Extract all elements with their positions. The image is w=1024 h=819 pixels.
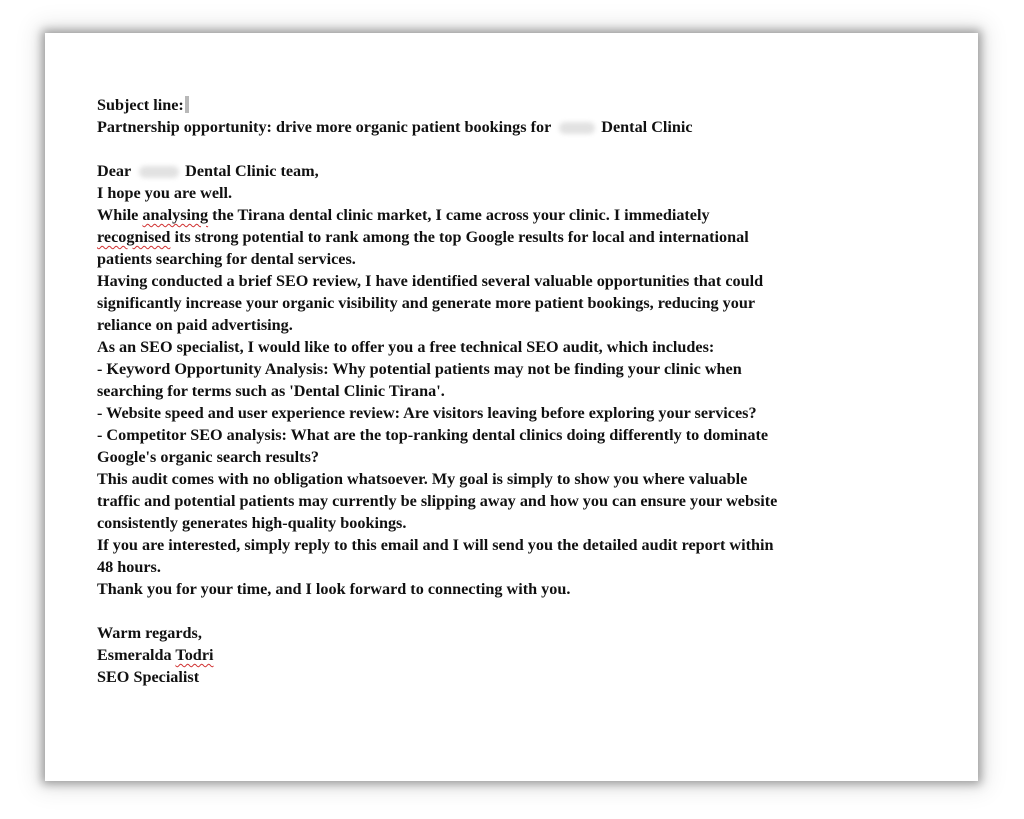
- bullet-3-line-1: - Competitor SEO analysis: What are the top-ranking dental clinics doing differently to dominate: [97, 426, 769, 444]
- paragraph-6-line-1: Thank you for your time, and I look forward to connecting with you.: [97, 580, 571, 598]
- hope-line: I hope you are well.: [97, 184, 233, 202]
- paragraph-4-line-2: traffic and potential patients may currently be slipping away and how you can ensure your website: [97, 492, 778, 510]
- paragraph-1-line-3: patients searching for dental services.: [97, 250, 356, 268]
- paragraph-2-line-1: Having conducted a brief SEO review, I have identified several valuable opportunities that could: [97, 272, 764, 290]
- subject-label-line: [97, 94, 937, 116]
- email-draft-body[interactable]: [97, 94, 937, 688]
- spellcheck-flagged-word: recognised: [97, 228, 171, 246]
- closing-line: Warm regards,: [97, 624, 202, 642]
- redacted-clinic-name: [139, 166, 179, 178]
- subject-text-prefix: Partnership opportunity: drive more organic patient bookings for: [97, 118, 552, 136]
- paragraph-2-line-2: significantly increase your organic visibility and generate more patient bookings, reducing your: [97, 294, 756, 312]
- spellcheck-flagged-word: Todri: [175, 646, 214, 664]
- spellcheck-flagged-word: analysing: [142, 206, 209, 224]
- redacted-clinic-name: [559, 122, 595, 134]
- greeting-suffix: Dental Clinic team,: [185, 162, 319, 180]
- paragraph-4-line-1: This audit comes with no obligation whatsoever. My goal is simply to show you where valuable: [97, 470, 748, 488]
- greeting-line: [97, 160, 937, 182]
- paragraph-3-line-1: As an SEO specialist, I would like to offer you a free technical SEO audit, which includes:: [97, 338, 715, 356]
- subject-text-suffix: Dental Clinic: [601, 118, 693, 136]
- signature-title-line: SEO Specialist: [97, 668, 200, 686]
- paragraph-1-line-1: [97, 204, 937, 226]
- bullet-3-line-2: Google's organic search results?: [97, 448, 319, 466]
- text-cursor: [185, 96, 189, 113]
- greeting-prefix: Dear: [97, 162, 132, 180]
- paragraph-1-line-2: [97, 226, 937, 248]
- p1-text-b: the Tirana dental clinic market, I came across your clinic. I immediately: [212, 206, 710, 224]
- bullet-1-line-1: - Keyword Opportunity Analysis: Why potential patients may not be finding your clinic when: [97, 360, 742, 378]
- p1-text-a: While: [97, 206, 139, 224]
- subject-line: [97, 116, 937, 138]
- bullet-1-line-2: searching for terms such as 'Dental Clinic Tirana'.: [97, 382, 445, 400]
- signature-name-line: [97, 644, 937, 666]
- paragraph-4-line-3: consistently generates high-quality bookings.: [97, 514, 407, 532]
- paragraph-2-line-3: reliance on paid advertising.: [97, 316, 293, 334]
- blank-line: [97, 600, 937, 622]
- p1-text-c: its strong potential to rank among the top Google results for local and international: [174, 228, 749, 246]
- paragraph-5-line-1: If you are interested, simply reply to this email and I will send you the detailed audit report within: [97, 536, 774, 554]
- signature-first-name: Esmeralda: [97, 646, 172, 664]
- document-page: [45, 33, 978, 781]
- subject-label: Subject line:: [97, 96, 184, 114]
- blank-line: [97, 138, 937, 160]
- bullet-2-line-1: - Website speed and user experience review: Are visitors leaving before exploring your services?: [97, 404, 757, 422]
- paragraph-5-line-2: 48 hours.: [97, 558, 161, 576]
